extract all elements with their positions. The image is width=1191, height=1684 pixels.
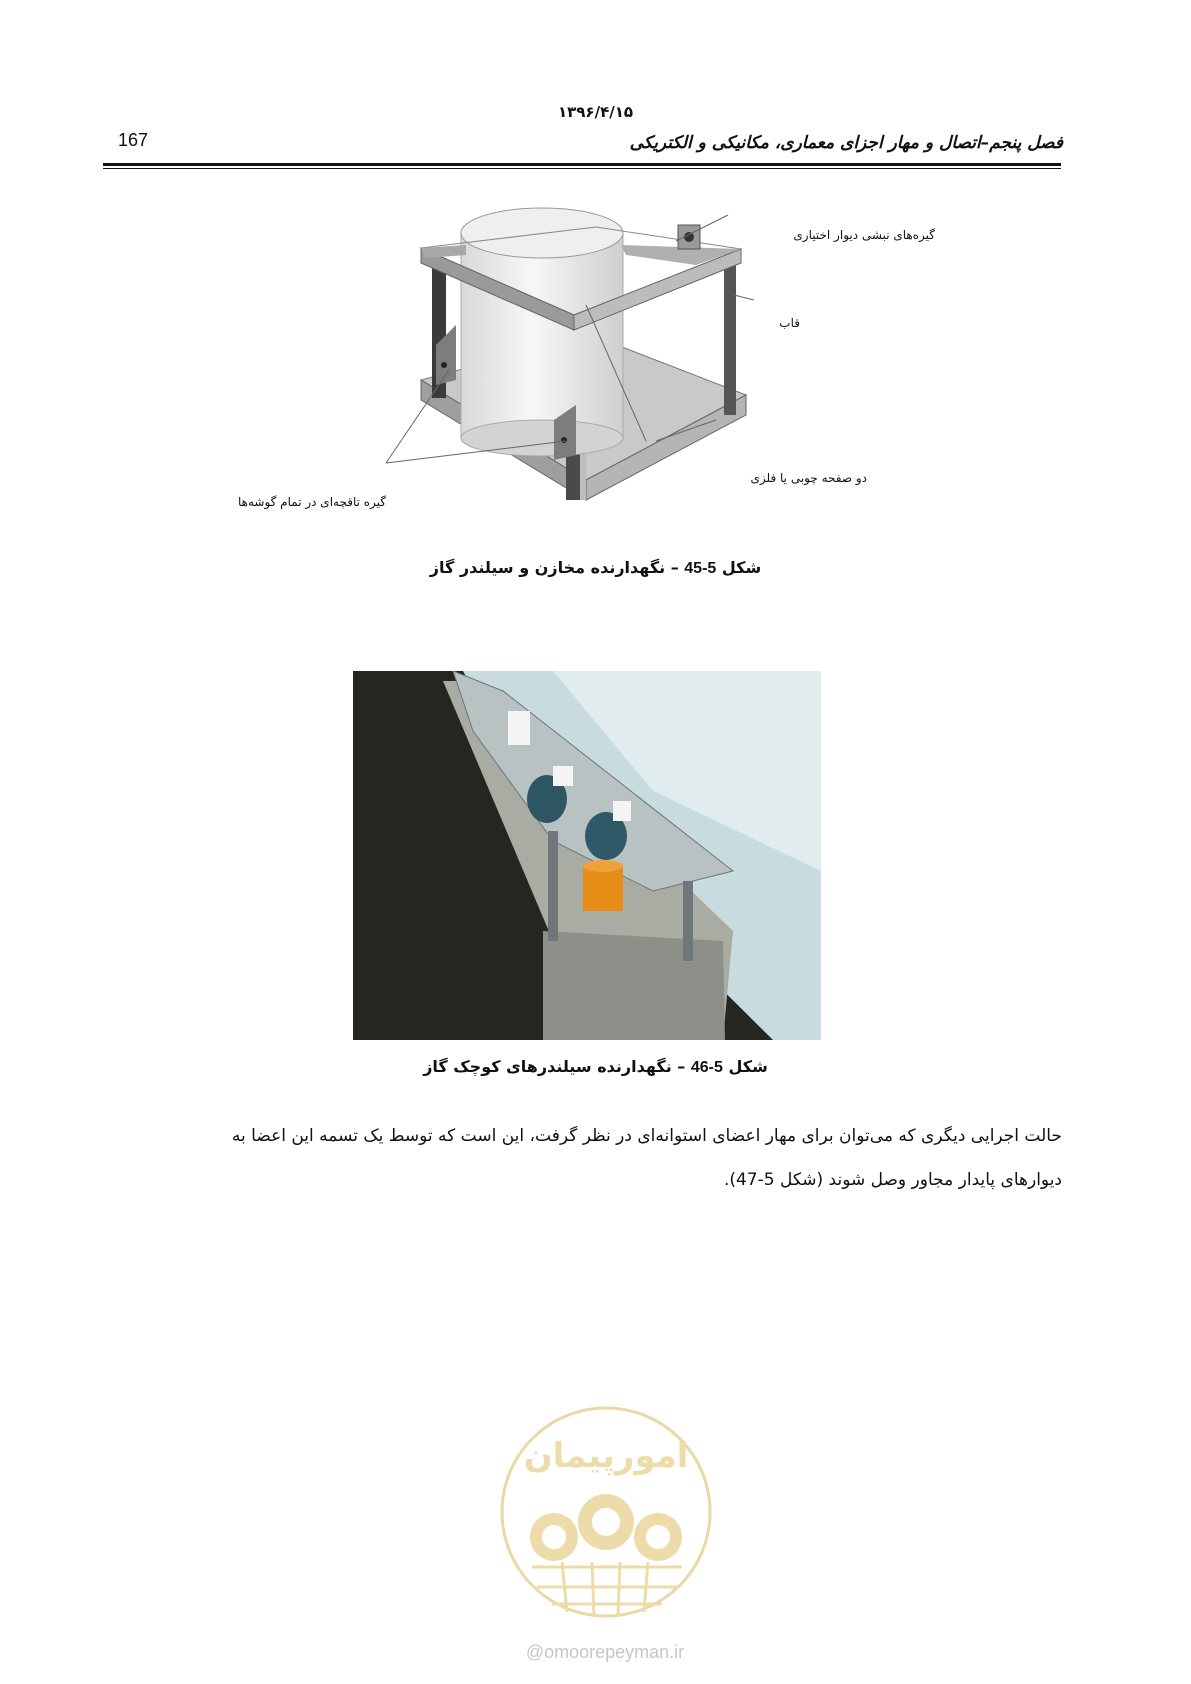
watermark-logo — [492, 1382, 720, 1672]
watermark-url: @omoorepeyman.ir — [525, 1642, 685, 1662]
caption-number: 5-46 — [690, 1059, 723, 1076]
figure-45-caption — [0, 558, 1191, 578]
callout-corner-brackets: گیره تاقچه‌ای در تمام گوشه‌ها — [237, 495, 386, 509]
paragraph-line-2: دیوارهای پایدار مجاور وصل شوند (شکل 5-47). — [723, 1170, 1062, 1190]
callout-plates: دو صفحه چوبی یا فلزی — [750, 471, 867, 485]
gas-cylinder-photo — [353, 671, 821, 1040]
figure-46-caption — [0, 1057, 1191, 1077]
watermark-logo-text: امورپیمان — [523, 1436, 689, 1476]
chapter-title: فصل پنجم–اتصال و مهار اجزای معماری، مکانیکی و الکتریکی — [629, 133, 1063, 153]
paragraph-line-1: حالت اجرایی دیگری که می‌توان برای مهار اعضای استوانه‌ای در نظر گرفت، این است که توسط یک تسمه این اعضا به — [231, 1126, 1062, 1146]
callout-angle-clips: گیره‌های نبشی دیوار اختیاری — [793, 228, 935, 242]
caption-prefix: شکل — [721, 558, 762, 577]
header-rule — [103, 163, 1061, 166]
caption-text: – نگهدارنده مخازن و سیلندر گاز — [429, 558, 679, 577]
caption-number: 5-45 — [684, 560, 717, 577]
page-number: 167 — [118, 130, 149, 150]
tank-restraint-diagram — [336, 205, 848, 545]
header-rule-thin — [103, 168, 1061, 169]
callout-frame: قاب — [779, 316, 800, 330]
caption-text: – نگهدارنده سیلندرهای کوچک گاز — [423, 1057, 686, 1076]
document-date: ۱۳۹۶/۴/۱۵ — [557, 103, 634, 121]
body-paragraph — [118, 1114, 1062, 1202]
caption-prefix: شکل — [728, 1057, 768, 1076]
